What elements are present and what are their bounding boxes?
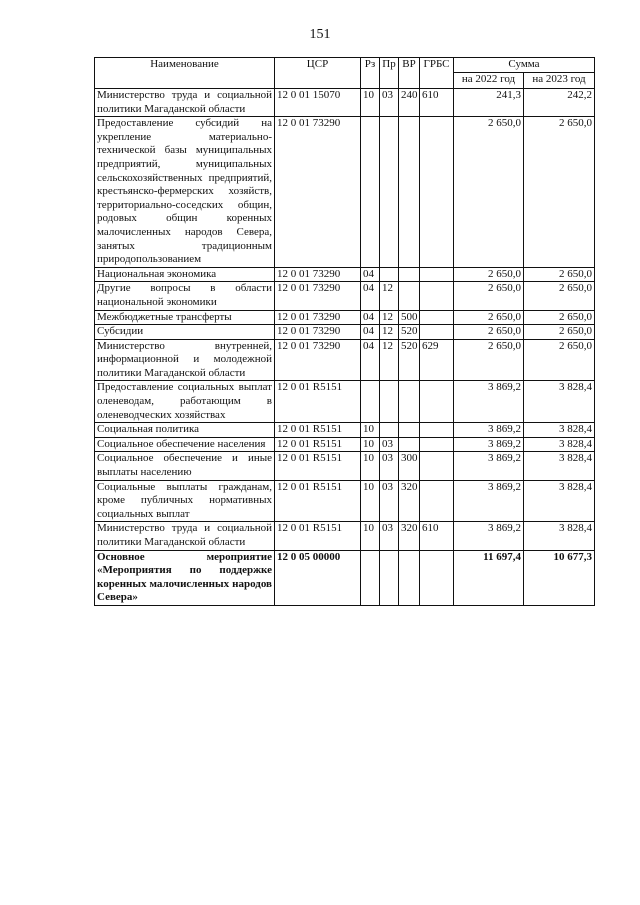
- row-sum-2022: 3 869,2: [454, 480, 524, 522]
- row-grbs: [420, 117, 454, 268]
- row-sum-2022: 3 869,2: [454, 437, 524, 452]
- table-row: [95, 325, 595, 340]
- row-sum-2023: 3 828,4: [524, 423, 595, 438]
- row-pr: [380, 117, 399, 268]
- header-grbs: ГРБС: [420, 58, 454, 89]
- row-grbs: 629: [420, 339, 454, 381]
- row-rz: 10: [361, 480, 380, 522]
- table-row: [95, 423, 595, 438]
- row-grbs: [420, 325, 454, 340]
- row-vr: 300: [399, 452, 420, 480]
- row-csr: 12 0 01 73290: [275, 282, 361, 310]
- row-rz: 10: [361, 437, 380, 452]
- row-vr: [399, 423, 420, 438]
- table-row: [95, 310, 595, 325]
- row-rz: 04: [361, 267, 380, 282]
- table-row-total: [95, 550, 595, 605]
- row-pr: [380, 267, 399, 282]
- header-year-2022: на 2022 год: [454, 73, 524, 89]
- row-vr: 520: [399, 339, 420, 381]
- row-vr: [399, 117, 420, 268]
- row-name: Социальные выплаты гражданам, кроме публичных нормативных социальных выплат: [95, 480, 275, 522]
- table-row: [95, 89, 595, 117]
- row-name: Основное мероприятие «Мероприятия по поддержке коренных малочисленных народов Севера»: [95, 550, 275, 605]
- row-name: Социальная политика: [95, 423, 275, 438]
- row-grbs: 610: [420, 89, 454, 117]
- row-name: Предоставление субсидий на укрепление материально-технической базы муниципальных предприятий, муниципальных сельскохозяйственных предприятий, крестьянско-фермерских хозяйств, территориально-соседских общин, родовых общин коренных малочисленных народов Севера, занятых традиционным природопользованием: [95, 117, 275, 268]
- row-csr: 12 0 01 73290: [275, 339, 361, 381]
- header-name: Наименование: [95, 58, 275, 89]
- row-pr: [380, 423, 399, 438]
- row-vr: 500: [399, 310, 420, 325]
- header-vr: ВР: [399, 58, 420, 89]
- row-name: Субсидии: [95, 325, 275, 340]
- row-vr: 320: [399, 480, 420, 522]
- row-rz: 10: [361, 522, 380, 550]
- row-csr: 12 0 01 73290: [275, 325, 361, 340]
- row-vr: [399, 282, 420, 310]
- row-grbs: [420, 550, 454, 605]
- header-pr: Пр: [380, 58, 399, 89]
- row-pr: [380, 550, 399, 605]
- table-row: [95, 267, 595, 282]
- row-pr: 12: [380, 339, 399, 381]
- row-name: Межбюджетные трансферты: [95, 310, 275, 325]
- table-row: [95, 381, 595, 423]
- row-sum-2022: 3 869,2: [454, 381, 524, 423]
- row-sum-2023: 3 828,4: [524, 381, 595, 423]
- row-sum-2023: 3 828,4: [524, 437, 595, 452]
- row-sum-2022: 2 650,0: [454, 117, 524, 268]
- row-pr: 03: [380, 480, 399, 522]
- row-pr: 12: [380, 325, 399, 340]
- row-sum-2023: 10 677,3: [524, 550, 595, 605]
- row-sum-2023: 3 828,4: [524, 522, 595, 550]
- row-grbs: [420, 423, 454, 438]
- header-sum: Сумма: [454, 58, 595, 73]
- table-row: [95, 452, 595, 480]
- row-csr: 12 0 01 R5151: [275, 480, 361, 522]
- row-sum-2023: 2 650,0: [524, 267, 595, 282]
- header-year-2023: на 2023 год: [524, 73, 595, 89]
- row-vr: [399, 267, 420, 282]
- row-rz: 04: [361, 325, 380, 340]
- row-sum-2022: 2 650,0: [454, 310, 524, 325]
- row-csr: 12 0 01 R5151: [275, 437, 361, 452]
- budget-table: [94, 57, 595, 606]
- row-csr: 12 0 01 73290: [275, 117, 361, 268]
- row-vr: 520: [399, 325, 420, 340]
- row-pr: 03: [380, 522, 399, 550]
- row-sum-2022: 2 650,0: [454, 267, 524, 282]
- row-csr: 12 0 05 00000: [275, 550, 361, 605]
- row-grbs: 610: [420, 522, 454, 550]
- row-name: Социальное обеспечение населения: [95, 437, 275, 452]
- row-pr: 03: [380, 437, 399, 452]
- table-row: [95, 117, 595, 268]
- row-csr: 12 0 01 73290: [275, 267, 361, 282]
- row-sum-2022: 3 869,2: [454, 423, 524, 438]
- row-sum-2022: 2 650,0: [454, 339, 524, 381]
- page-number: 151: [309, 27, 331, 42]
- header-rz: Рз: [361, 58, 380, 89]
- row-rz: [361, 550, 380, 605]
- row-pr: 12: [380, 282, 399, 310]
- row-rz: 04: [361, 310, 380, 325]
- row-vr: [399, 381, 420, 423]
- row-sum-2022: 2 650,0: [454, 325, 524, 340]
- row-csr: 12 0 01 R5151: [275, 381, 361, 423]
- row-pr: 03: [380, 452, 399, 480]
- table-row: [95, 480, 595, 522]
- table-row: [95, 282, 595, 310]
- row-sum-2022: 3 869,2: [454, 522, 524, 550]
- row-grbs: [420, 310, 454, 325]
- row-pr: 12: [380, 310, 399, 325]
- row-pr: 03: [380, 89, 399, 117]
- row-rz: 04: [361, 282, 380, 310]
- row-sum-2022: 11 697,4: [454, 550, 524, 605]
- row-sum-2022: 3 869,2: [454, 452, 524, 480]
- row-sum-2023: 2 650,0: [524, 310, 595, 325]
- row-pr: [380, 381, 399, 423]
- row-grbs: [420, 267, 454, 282]
- row-vr: 320: [399, 522, 420, 550]
- row-rz: 10: [361, 452, 380, 480]
- row-grbs: [420, 452, 454, 480]
- table-row: [95, 437, 595, 452]
- row-grbs: [420, 381, 454, 423]
- row-name: Предоставление социальных выплат оленеводам, работающим в оленеводческих хозяйствах: [95, 381, 275, 423]
- row-name: Национальная экономика: [95, 267, 275, 282]
- table-row: [95, 522, 595, 550]
- row-rz: 10: [361, 423, 380, 438]
- row-csr: 12 0 01 73290: [275, 310, 361, 325]
- row-sum-2023: 3 828,4: [524, 452, 595, 480]
- row-vr: [399, 550, 420, 605]
- row-rz: 04: [361, 339, 380, 381]
- row-csr: 12 0 01 R5151: [275, 423, 361, 438]
- row-vr: [399, 437, 420, 452]
- row-sum-2023: 2 650,0: [524, 117, 595, 268]
- row-sum-2023: 3 828,4: [524, 480, 595, 522]
- row-name: Министерство внутренней, информационной и молодежной политики Магаданской области: [95, 339, 275, 381]
- row-sum-2023: 2 650,0: [524, 339, 595, 381]
- row-csr: 12 0 01 15070: [275, 89, 361, 117]
- row-sum-2023: 2 650,0: [524, 282, 595, 310]
- row-name: Другие вопросы в области национальной экономики: [95, 282, 275, 310]
- row-grbs: [420, 480, 454, 522]
- row-sum-2023: 2 650,0: [524, 325, 595, 340]
- row-sum-2022: 2 650,0: [454, 282, 524, 310]
- row-name: Министерство труда и социальной политики Магаданской области: [95, 89, 275, 117]
- row-sum-2022: 241,3: [454, 89, 524, 117]
- row-name: Министерство труда и социальной политики Магаданской области: [95, 522, 275, 550]
- row-rz: [361, 381, 380, 423]
- row-name: Социальное обеспечение и иные выплаты населению: [95, 452, 275, 480]
- table-row: [95, 339, 595, 381]
- row-grbs: [420, 282, 454, 310]
- header-csr: ЦСР: [275, 58, 361, 89]
- row-csr: 12 0 01 R5151: [275, 452, 361, 480]
- row-rz: [361, 117, 380, 268]
- row-sum-2023: 242,2: [524, 89, 595, 117]
- row-vr: 240: [399, 89, 420, 117]
- row-rz: 10: [361, 89, 380, 117]
- row-grbs: [420, 437, 454, 452]
- row-csr: 12 0 01 R5151: [275, 522, 361, 550]
